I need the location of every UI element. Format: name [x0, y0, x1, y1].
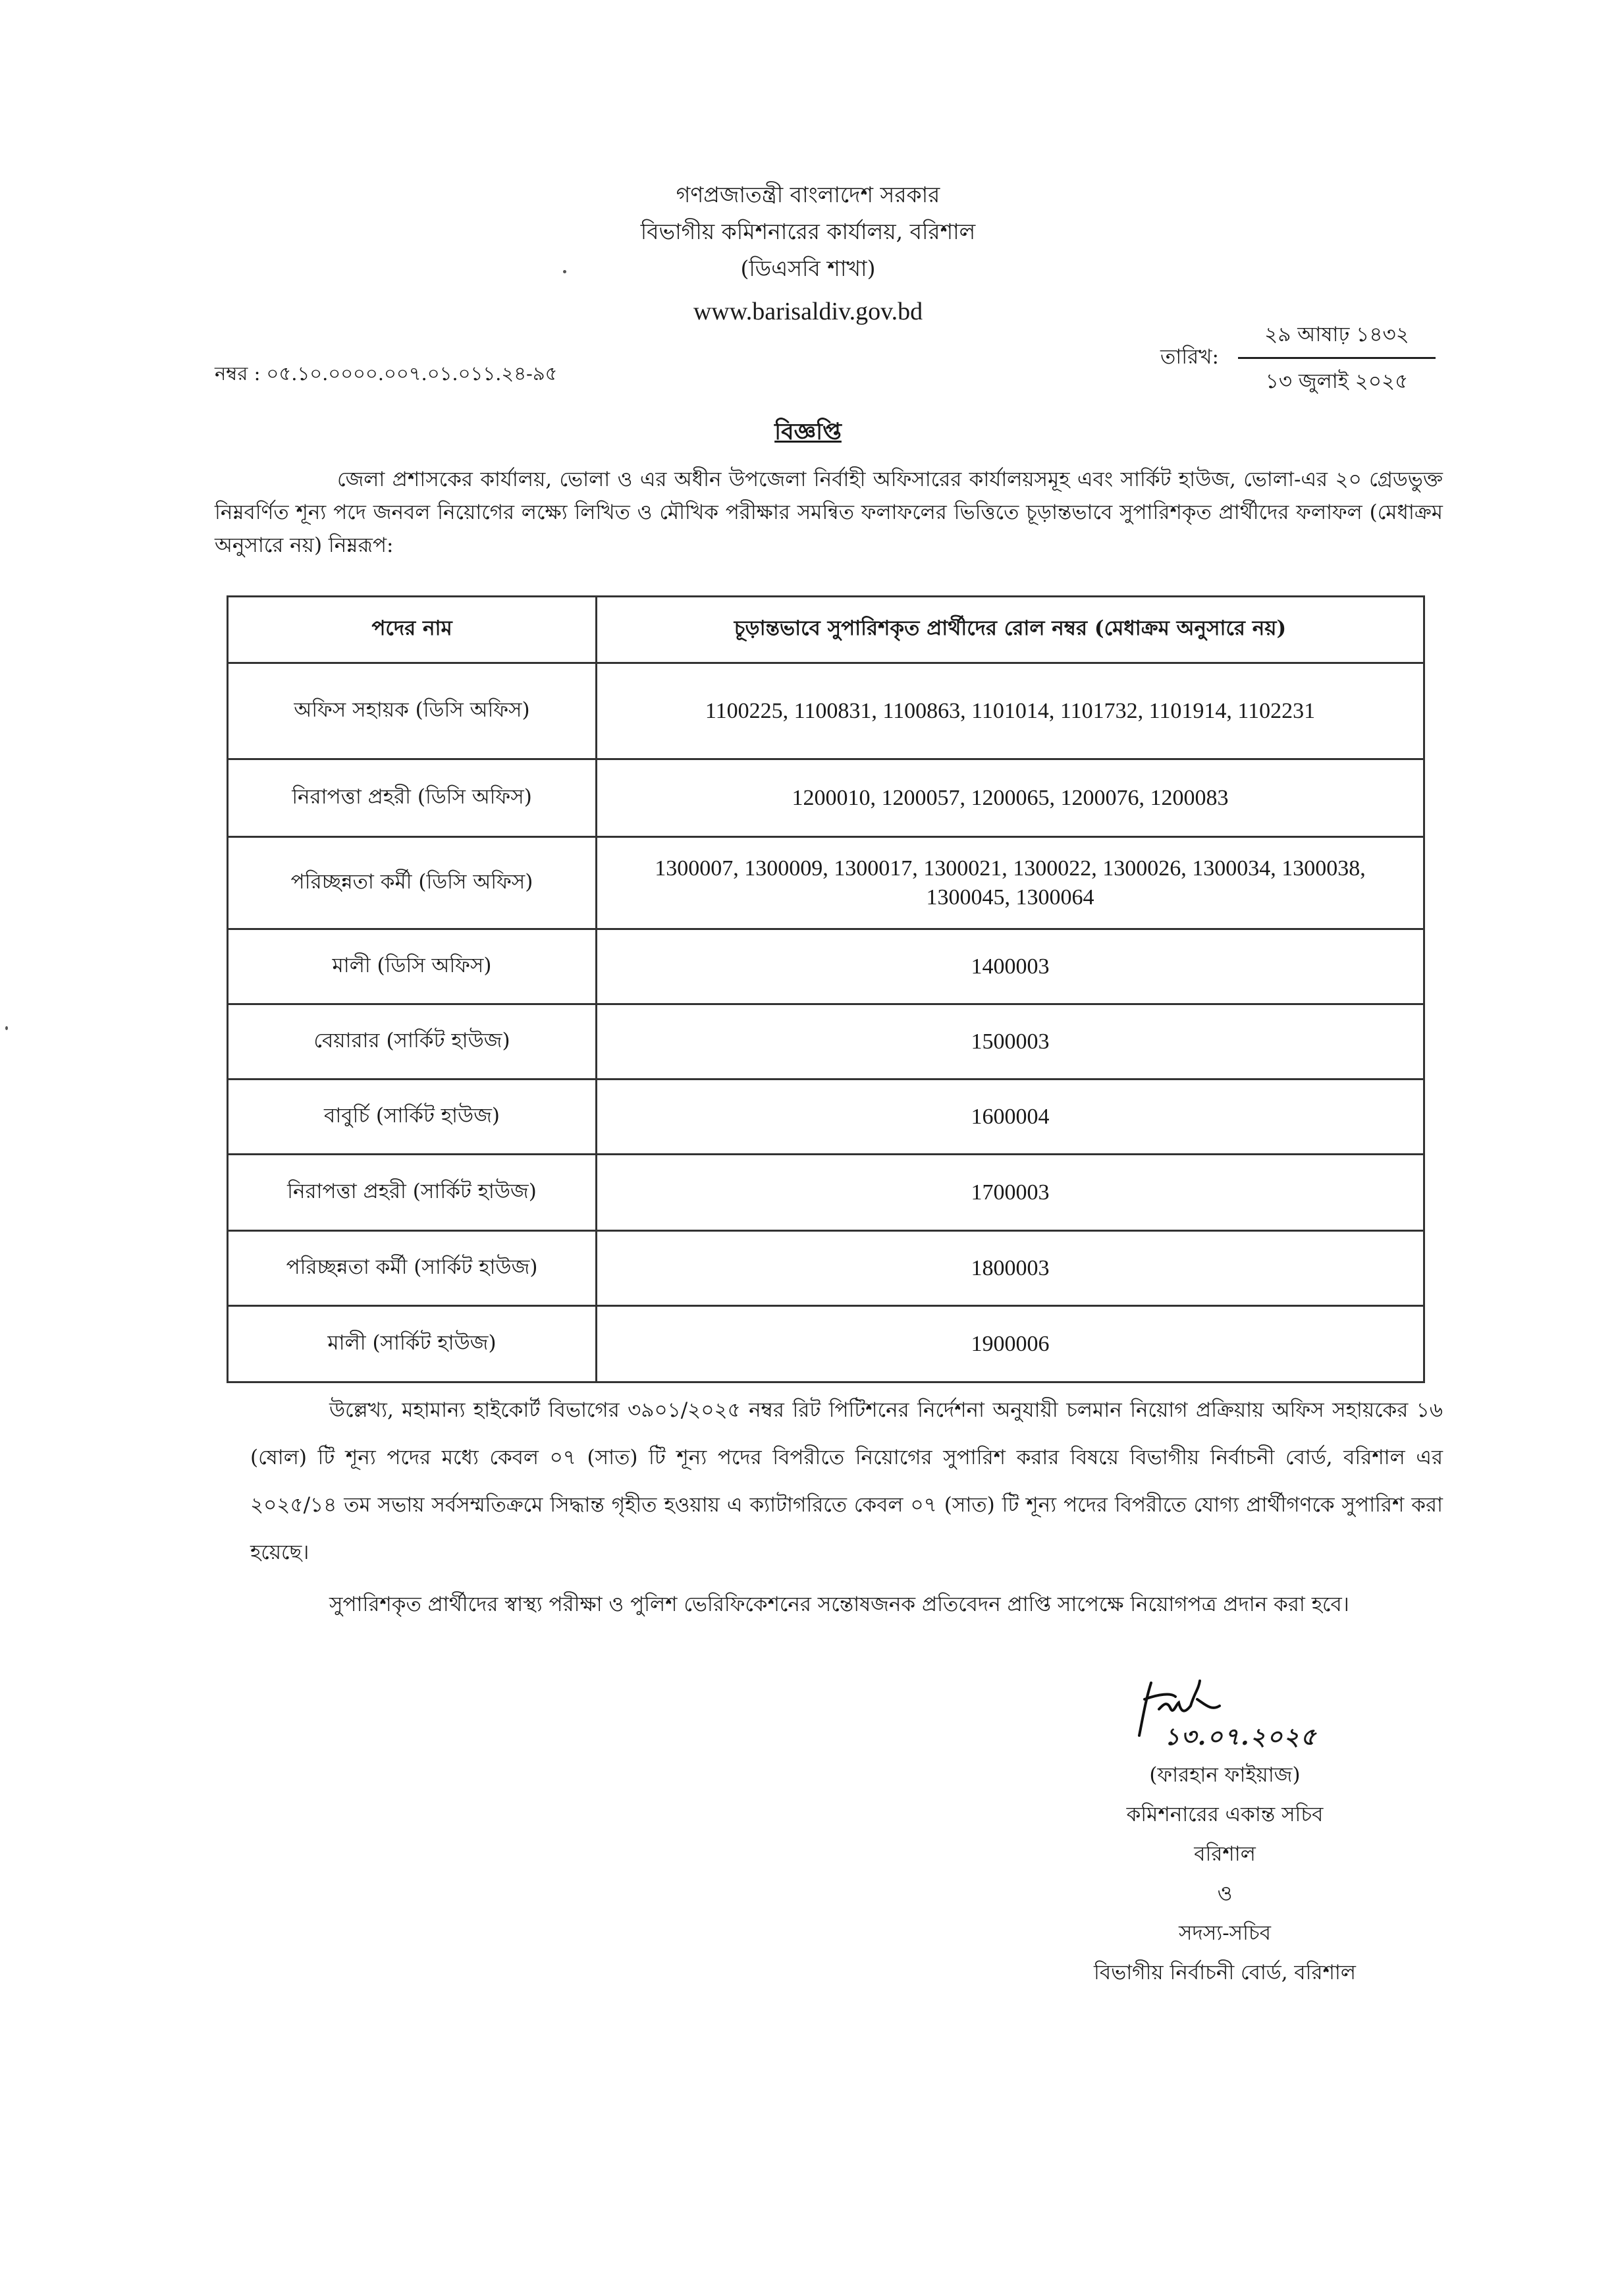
post-name: বেয়ারার (সার্কিট হাউজ) — [228, 1004, 597, 1080]
website-url: www.barisaldiv.gov.bd — [693, 298, 923, 325]
scan-speck — [5, 1026, 8, 1030]
signatory-location: বরিশাল — [1194, 1842, 1256, 1866]
table-row — [228, 929, 1424, 1004]
table-row — [228, 1155, 1424, 1231]
final-paragraph — [250, 1581, 1443, 1628]
post-name: মালী (ডিসি অফিস) — [228, 929, 597, 1004]
government-name: গণপ্রজাতন্ত্রী বাংলাদেশ সরকার — [676, 182, 940, 207]
table-row — [228, 837, 1424, 929]
signature-date: ১৩.০৭.২০২৫ — [1164, 1723, 1318, 1751]
roll-numbers: 1900006 — [597, 1306, 1424, 1382]
post-name: নিরাপত্তা প্রহরী (ডিসি অফিস) — [228, 759, 597, 837]
results-table — [227, 595, 1425, 1383]
roll-numbers: 1100225, 1100831, 1100863, 1101014, 1101732, 1101914, 1102231 — [597, 663, 1424, 759]
date-label: তারিখ: — [1160, 345, 1219, 369]
office-name: বিভাগীয় কমিশনারের কার্যালয়, বরিশাল — [640, 219, 976, 244]
post-name: পরিচ্ছন্নতা কর্মী (সার্কিট হাউজ) — [228, 1231, 597, 1306]
signatory-name: (ফারহান ফাইয়াজ) — [1149, 1763, 1301, 1787]
post-name: অফিস সহায়ক (ডিসি অফিস) — [228, 663, 597, 759]
signatory-board: বিভাগীয় নির্বাচনী বোর্ড, বরিশাল — [1093, 1961, 1357, 1984]
table-row — [228, 1080, 1424, 1155]
roll-numbers: 1200010, 1200057, 1200065, 1200076, 1200083 — [597, 759, 1424, 837]
roll-numbers: 1500003 — [597, 1004, 1424, 1080]
scan-speck — [563, 270, 566, 273]
roll-numbers: 1700003 — [597, 1155, 1424, 1231]
roll-numbers: 1600004 — [597, 1080, 1424, 1155]
post-name: বাবুর্চি (সার্কিট হাউজ) — [228, 1080, 597, 1155]
date-english: ১৩ জুলাই ২০২৫ — [1265, 369, 1409, 393]
memo-number: নম্বর : ০৫.১০.০০০০.০০৭.০১.০১১.২৪-৯৫ — [215, 362, 558, 385]
table-header-row — [228, 597, 1424, 663]
signatory-title: কমিশনারের একান্ত সচিব — [1126, 1803, 1324, 1826]
roll-numbers: 1300007, 1300009, 1300017, 1300021, 1300022, 1300026, 1300034, 1300038, 1300045, 1300064 — [597, 837, 1424, 929]
signatory-conjunction: ও — [1217, 1882, 1233, 1905]
post-name: মালী (সার্কিট হাউজ) — [228, 1306, 597, 1382]
branch-name: (ডিএসবি শাখা) — [740, 256, 876, 281]
header-post-name: পদের নাম — [228, 597, 597, 663]
roll-numbers: 1400003 — [597, 929, 1424, 1004]
table-row — [228, 663, 1424, 759]
signatory-role: সদস্য-সচিব — [1178, 1921, 1272, 1945]
note-paragraph — [250, 1386, 1443, 1576]
notice-title: বিজ্ঞপ্তি — [774, 418, 842, 445]
date-bangla: ২৯ আষাঢ় ১৪৩২ — [1238, 319, 1436, 359]
header-roll-numbers: চূড়ান্তভাবে সুপারিশকৃত প্রার্থীদের রোল নম্বর (মেধাক্রম অনুসারে নয়) — [597, 597, 1424, 663]
final-text: সুপারিশকৃত প্রার্থীদের স্বাস্থ্য পরীক্ষা ও পুলিশ ভেরিফিকেশনের সন্তোষজনক প্রতিবেদন প্রাপ্তি সাপেক্ষে নিয়োগপত্র প্রদান করা হবে। — [329, 1593, 1349, 1616]
table-row — [228, 759, 1424, 837]
note-text: উল্লেখ্য, মহামান্য হাইকোর্ট বিভাগের ৩৯০১/২০২৫ নম্বর রিট পিটিশনের নির্দেশনা অনুযায়ী চলমান নিয়োগ প্রক্রিয়ায় অফিস সহায়কের ১৬ (ষোল) টি শূন্য পদের মধ্যে কেবল ০৭ (সাত) টি শূন্য পদের বিপরীতে নিয়োগের সুপারিশ করার বিষয়ে বিভাগীয় নির্বাচনী বোর্ড, বরিশাল এর ২০২৫/১৪ তম সভায় সর্বসম্মতিক্রমে সিদ্ধান্ত গৃহীত হওয়ায় এ ক্যাটাগরিতে কেবল ০৭ (সাত) টি শূন্য পদের বিপরীতে যোগ্য প্রার্থীগণকে সুপারিশ করা হয়েছে। — [250, 1398, 1443, 1564]
date-block — [1238, 319, 1436, 400]
letterhead — [0, 177, 1616, 333]
post-name: নিরাপত্তা প্রহরী (সার্কিট হাউজ) — [228, 1155, 597, 1231]
table-row — [228, 1231, 1424, 1306]
table-row — [228, 1306, 1424, 1382]
post-name: পরিচ্ছন্নতা কর্মী (ডিসি অফিস) — [228, 837, 597, 929]
signatory-block — [1034, 1755, 1416, 1992]
table-row — [228, 1004, 1424, 1080]
intro-paragraph: জেলা প্রশাসকের কার্যালয়, ভোলা ও এর অধীন উপজেলা নির্বাহী অফিসারের কার্যালয়সমূহ এবং সার্কিট হাউজ, ভোলা-এর ২০ গ্রেডভুক্ত নিম্নবর্ণিত শূন্য পদে জনবল নিয়োগের লক্ষ্যে লিখিত ও মৌখিক পরীক্ষার সমন্বিত ফলাফলের ভিত্তিতে চূড়ান্তভাবে সুপারিশকৃত প্রার্থীদের ফলাফল (মেধাক্রম অনুসারে নয়) নিম্নরূপ: — [215, 468, 1443, 557]
roll-numbers: 1800003 — [597, 1231, 1424, 1306]
